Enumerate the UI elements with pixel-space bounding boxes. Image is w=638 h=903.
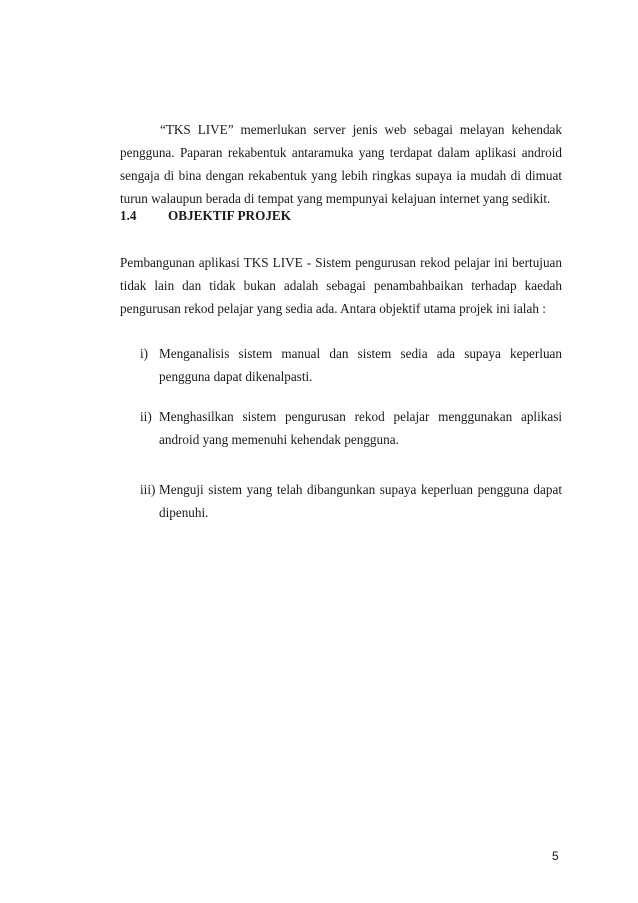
objective-item xyxy=(120,405,562,451)
objective-text: Menguji sistem yang telah dibangunkan supaya keperluan pengguna dapat dipenuhi. xyxy=(159,482,562,520)
objective-marker: ii) xyxy=(140,409,152,424)
objective-marker: iii) xyxy=(140,482,156,497)
objective-text: Menganalisis sistem manual dan sistem sedia ada supaya keperluan pengguna dapat dikenalpasti. xyxy=(159,346,562,384)
objectives-paragraph: Pembangunan aplikasi TKS LIVE - Sistem pengurusan rekod pelajar ini bertujuan tidak lain dan tidak bukan adalah sebagai penambahbaikan terhadap kaedah pengurusan rekod pelajar yang sedia ada. Antara objektif utama projek ini ialah : xyxy=(120,255,562,316)
objective-item xyxy=(120,342,562,388)
objective-item xyxy=(120,478,562,524)
objective-text: Menghasilkan sistem pengurusan rekod pelajar menggunakan aplikasi android yang memenuhi kehendak pengguna. xyxy=(159,409,562,447)
section-heading xyxy=(120,206,291,226)
section-title: OBJEKTIF PROJEK xyxy=(168,208,291,223)
intro-paragraph: “TKS LIVE” memerlukan server jenis web sebagai melayan kehendak pengguna. Paparan rekabentuk antaramuka yang terdapat dalam aplikasi android sengaja di bina dengan rekabentuk yang lebih ringkas supaya ia mudah di dimuat turun walaupun berada di tempat yang mempunyai kelajuan internet yang sedikit. xyxy=(120,122,562,206)
section-number: 1.4 xyxy=(120,208,137,223)
page-number: 5 xyxy=(552,849,559,863)
objective-marker: i) xyxy=(140,346,149,361)
